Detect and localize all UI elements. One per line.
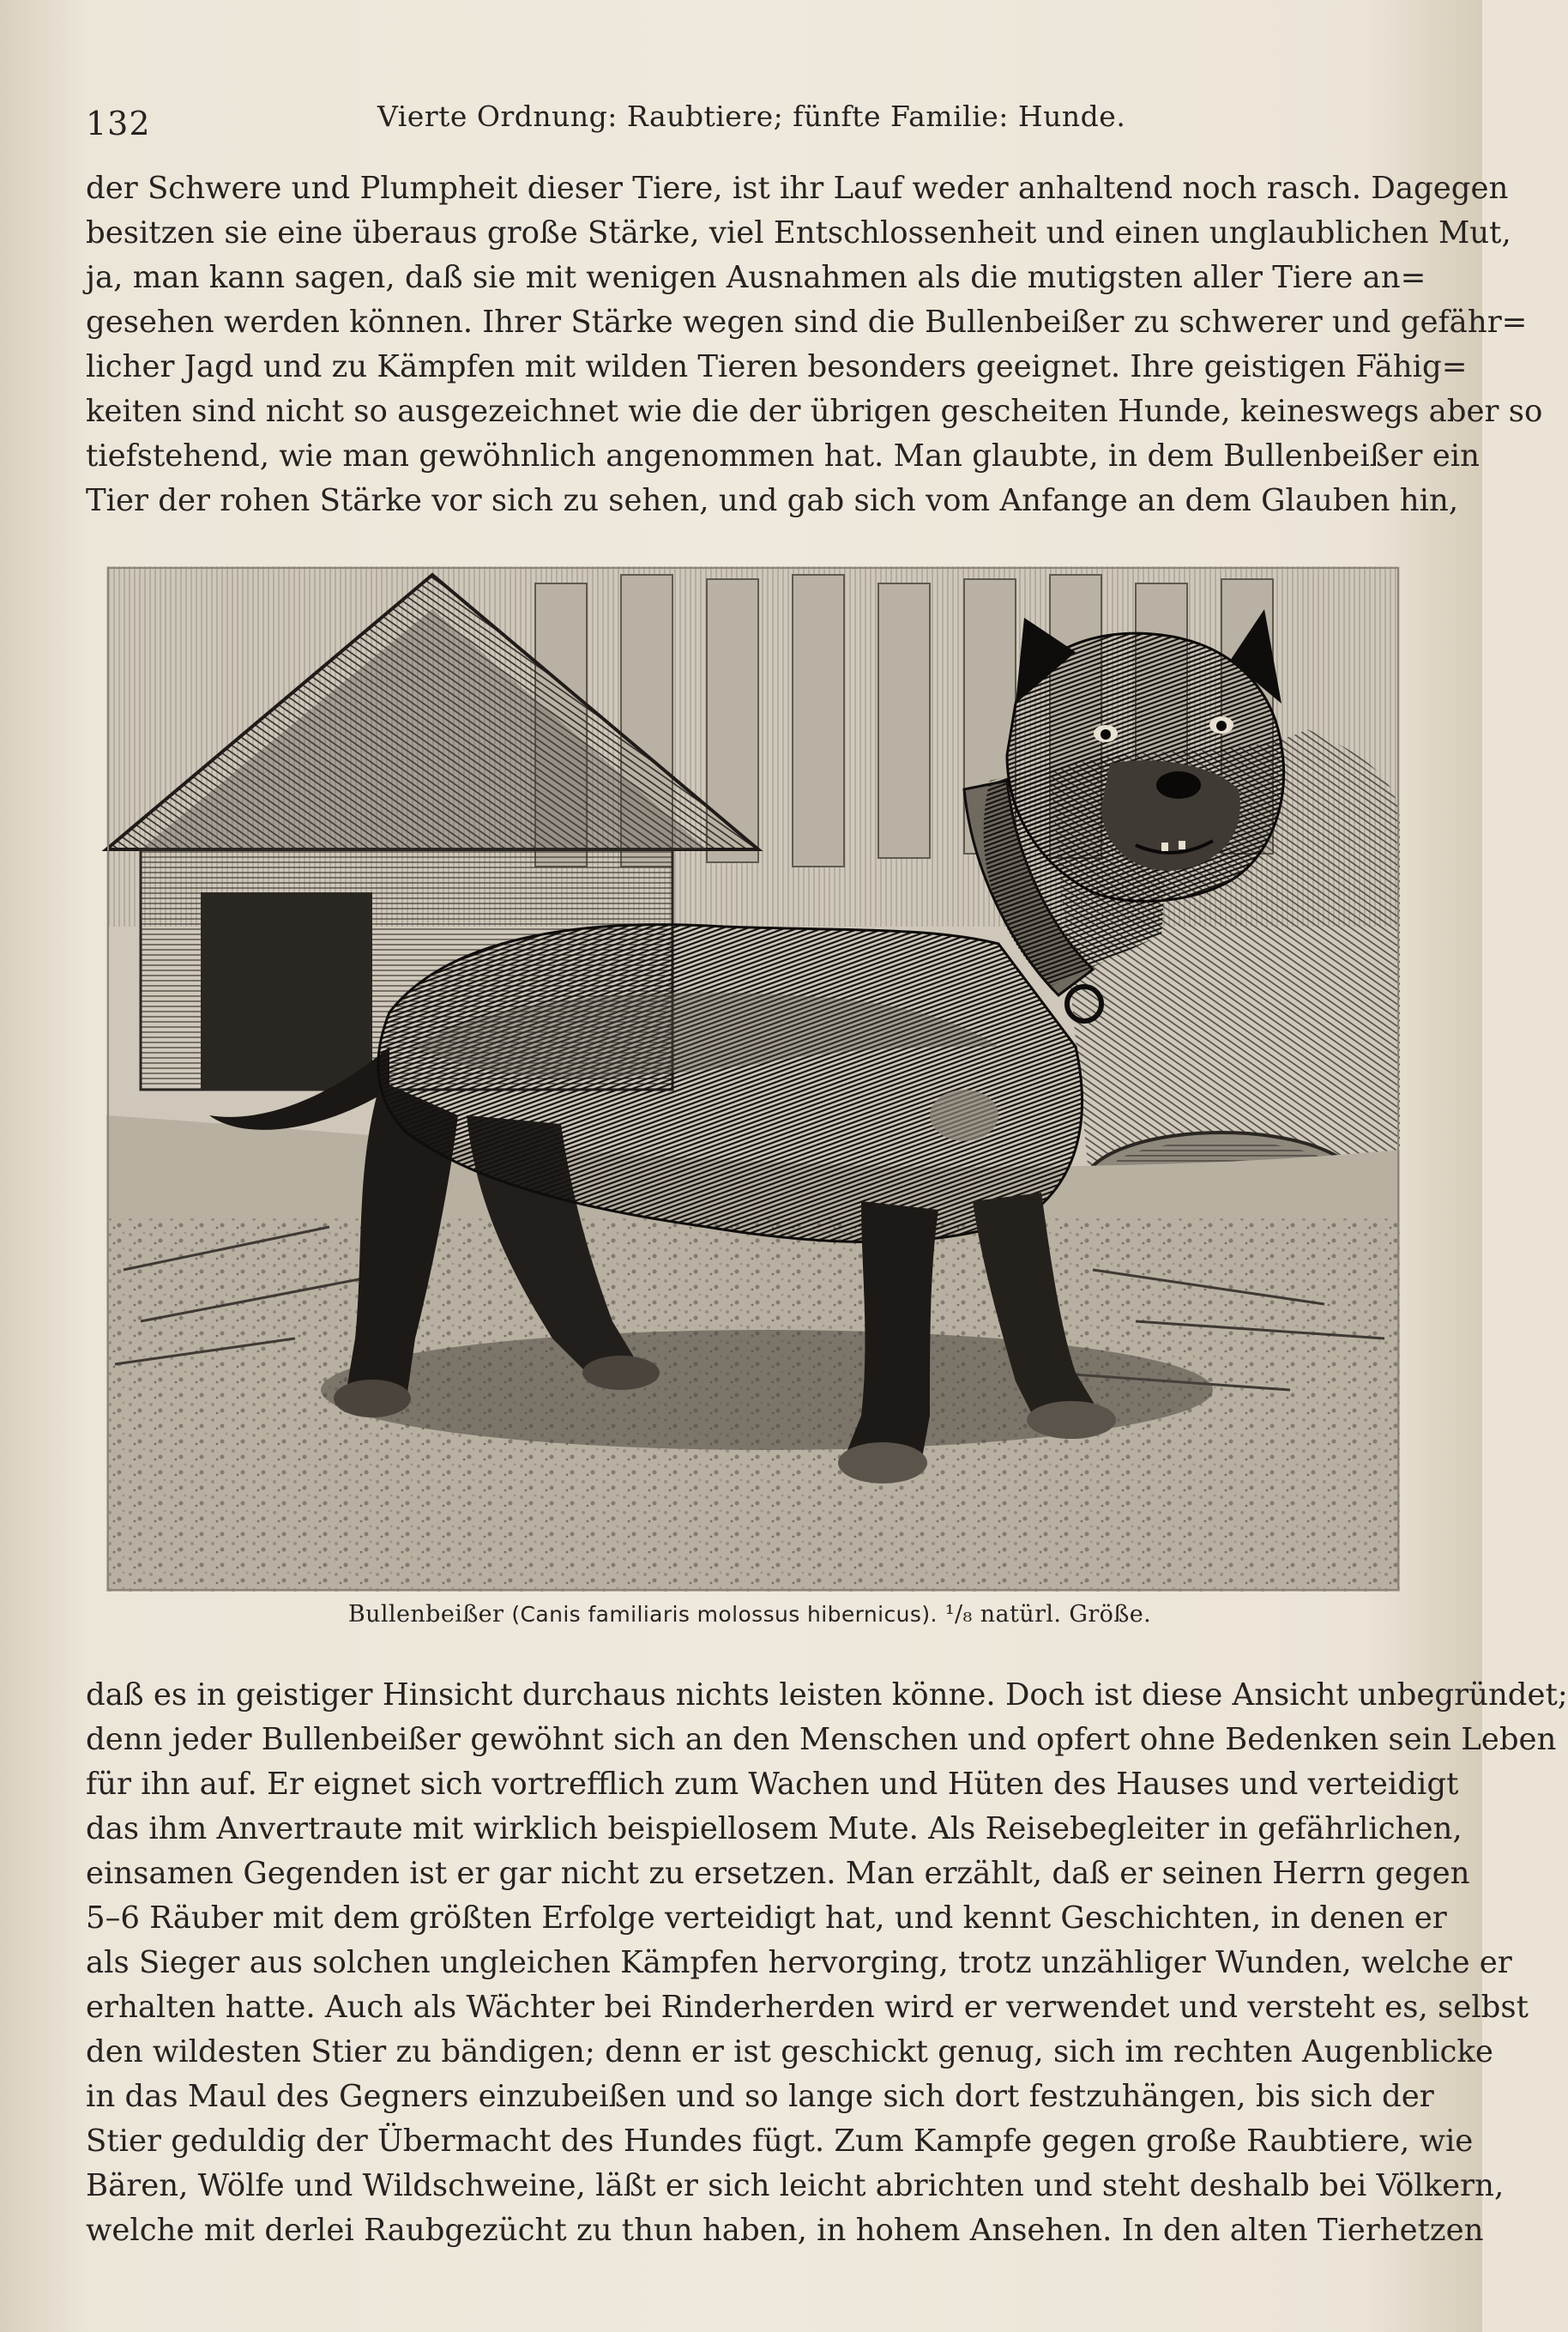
text-line: den wildesten Stier zu bändigen; denn er ist geschickt genug, sich im rechten Augenblicke (86, 2034, 1493, 2069)
bulldog-engraving (106, 566, 1400, 1592)
text-line: keiten sind nicht so ausgezeichnet wie die der übrigen gescheiten Hunde, keineswegs aber so (86, 394, 1543, 429)
text-line: der Schwere und Plumpheit dieser Tiere, ist ihr Lauf weder anhaltend noch rasch. Dagegen (86, 171, 1509, 206)
text-line: einsamen Gegenden ist er gar nicht zu ersetzen. Man erzählt, daß er seinen Herrn gegen (86, 1856, 1470, 1891)
text-line: erhalten hatte. Auch als Wächter bei Rinderherden wird er verwendet und versteht es, selbst (86, 1990, 1529, 2025)
figure-caption (86, 1601, 1414, 1628)
text-line: Stier geduldig der Übermacht des Hundes fügt. Zum Kampfe gegen große Raubtiere, wie (86, 2124, 1474, 2159)
text-line: in das Maul des Gegners einzubeißen und so lange sich dort festzuhängen, bis sich der (86, 2079, 1434, 2114)
body-text-top (86, 166, 1543, 523)
text-line: licher Jagd und zu Kämpfen mit wilden Tieren besonders geeignet. Ihre geistigen Fähig= (86, 349, 1468, 384)
text-line: 5–6 Räuber mit dem größten Erfolge verteidigt hat, und kennt Geschichten, in denen er (86, 1900, 1447, 1936)
caption-german-name: Bullenbeißer (347, 1601, 504, 1628)
running-title: Vierte Ordnung: Raubtiere; fünfte Familie: Hunde. (377, 100, 1126, 133)
text-line: ja, man kann sagen, daß sie mit wenigen Ausnahmen als die mutigsten aller Tiere an= (86, 260, 1426, 295)
text-line: besitzen sie eine überaus große Stärke, viel Entschlossenheit und einen unglaublichen Mut, (86, 215, 1511, 251)
text-line: welche mit derlei Raubgezücht zu thun haben, in hohem Ansehen. In den alten Tierhetzen (86, 2213, 1484, 2248)
text-line: tiefstehend, wie man gewöhnlich angenommen hat. Man glaubte, in dem Bullenbeißer ein (86, 438, 1480, 474)
caption-scale: ¹/₈ natürl. Größe. (944, 1601, 1152, 1628)
caption-latin-name: (Canis familiaris molossus hibernicus). (511, 1602, 938, 1627)
text-line: daß es in geistiger Hinsicht durchaus nichts leisten könne. Doch ist diese Ansicht unbegründet; (86, 1677, 1568, 1713)
page-header (86, 93, 1424, 144)
page-number: 132 (86, 105, 151, 142)
text-line: gesehen werden können. Ihrer Stärke wegen sind die Bullenbeißer zu schwerer und gefähr= (86, 305, 1528, 340)
text-line: für ihn auf. Er eignet sich vortrefflich zum Wachen und Hüten des Hauses und verteidigt (86, 1767, 1459, 1802)
text-line: Bären, Wölfe und Wildschweine, läßt er sich leicht abrichten und steht deshalb bei Völkern, (86, 2168, 1505, 2203)
text-line: als Sieger aus solchen ungleichen Kämpfen hervorging, trotz unzähliger Wunden, welche er (86, 1945, 1512, 1980)
body-text-bottom (86, 1673, 1568, 2253)
text-line: Tier der rohen Stärke vor sich zu sehen, und gab sich vom Anfange an dem Glauben hin, (86, 483, 1459, 518)
text-line: das ihm Anvertraute mit wirklich beispiellosem Mute. Als Reisebegleiter in gefährlichen, (86, 1811, 1462, 1846)
text-line: denn jeder Bullenbeißer gewöhnt sich an den Menschen und opfert ohne Bedenken sein Leben (86, 1722, 1557, 1757)
